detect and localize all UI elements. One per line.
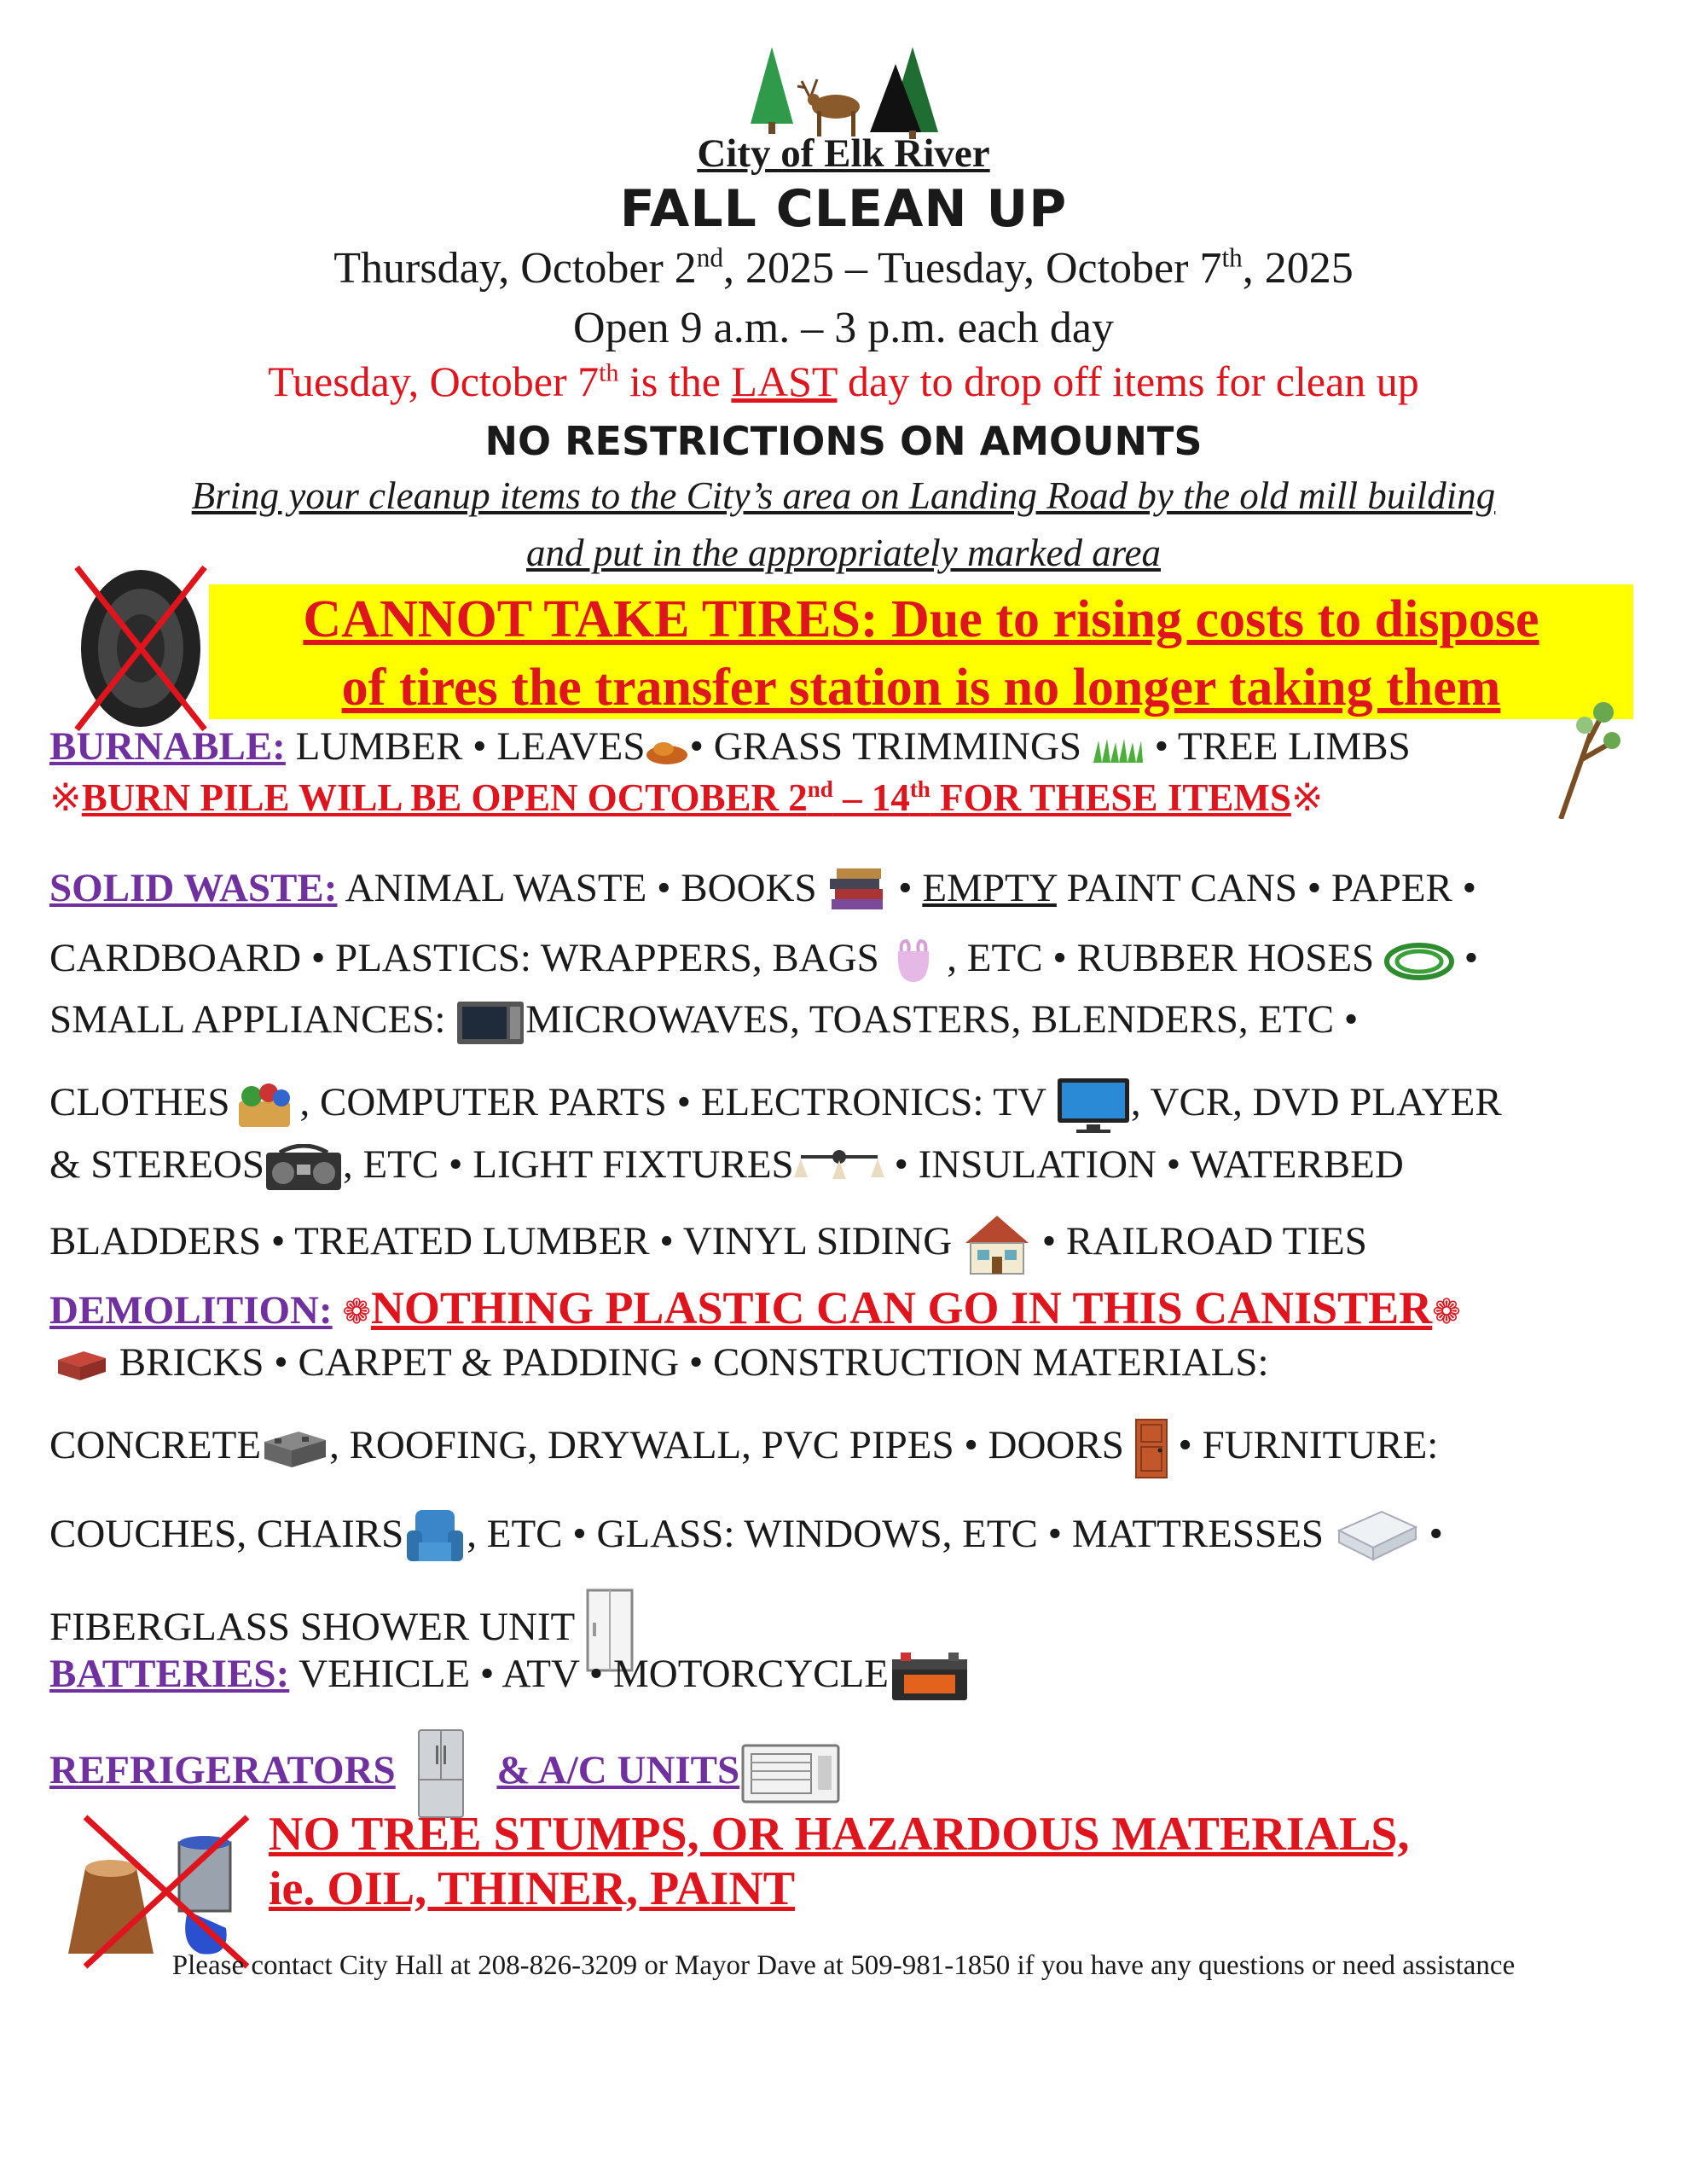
city-name: City of Elk River [697, 131, 990, 176]
burnable-label: BURNABLE: [49, 724, 286, 769]
no-stumps-warning-line1: NO TREE STUMPS, OR HAZARDOUS MATERIALS, [269, 1808, 1410, 1861]
refrigerators-label: REFRIGERATORS [49, 1747, 396, 1792]
peppermint-icon: ❁ [1432, 1292, 1461, 1331]
microwave-icon [455, 998, 525, 1048]
rubber-hose-icon [1384, 942, 1454, 981]
clothes-icon [230, 1081, 300, 1130]
no-stumps-warning-line2: ie. OIL, THINER, PAINT [269, 1862, 796, 1915]
books-icon [826, 865, 888, 918]
no-plastic-warning: NOTHING PLASTIC CAN GO IN THIS CANISTER [370, 1282, 1433, 1333]
house-siding-icon [962, 1214, 1032, 1275]
demolition-label: DEMOLITION: [49, 1288, 333, 1333]
event-hours: Open 9 a.m. – 3 p.m. each day [573, 304, 1114, 352]
solid-waste-line6: BLADDERS • TREATED LUMBER • VINYL SIDING • RAILROAD TIES [49, 1214, 1367, 1275]
crossed-tire-icon [68, 559, 213, 734]
burnable-line: BURNABLE: LUMBER • LEAVES • GRASS TRIMMINGS • TREE LIMBS [49, 724, 1411, 769]
car-battery-icon [889, 1651, 971, 1704]
crossed-stump-paint-icon [51, 1809, 264, 1971]
tree-limb-icon [1544, 700, 1620, 819]
demolition-line [49, 1281, 1461, 1334]
concrete-block-icon [261, 1426, 329, 1471]
solid-waste-label: SOLID WASTE: [49, 866, 338, 910]
leaves-icon [645, 735, 689, 765]
event-dates: Thursday, October 2nd, 2025 – Tuesday, October 7th, 2025 [333, 242, 1354, 293]
demolition-line1: BRICKS • CARPET & PADDING • CONSTRUCTION MATERIALS: [49, 1339, 1269, 1385]
burn-pile-notice: ※BURN PILE WILL BE OPEN OCTOBER 2nd – 14th FOR THESE ITEMS※ [49, 776, 1324, 819]
drop-off-instructions-line2: and put in the appropriately marked area [525, 531, 1162, 574]
armchair-icon [403, 1505, 467, 1570]
contact-info: Please contact City Hall at 208-826-3209 or Mayor Dave at 509-981-1850 if you have any questions or need assistance [171, 1950, 1516, 1981]
drop-off-instructions-line1: Bring your cleanup items to the City’s area on Landing Road by the old mill building [191, 474, 1496, 517]
peppermint-icon: ❁ [342, 1292, 371, 1331]
solid-waste-line5: & STEREOS , ETC • LIGHT FIXTURES • INSULATION • WATERBED [49, 1141, 1404, 1192]
solid-waste-line4: CLOTHES , COMPUTER PARTS • ELECTRONICS: TV , VCR, DVD PLAYER [49, 1077, 1502, 1135]
demolition-line2: CONCRETE , ROOFING, DRYWALL, PVC PIPES • DOORS • FURNITURE: [49, 1418, 1438, 1479]
plastic-bag-icon [890, 939, 937, 984]
refrigerator-icon [415, 1728, 467, 1819]
brick-icon [49, 1348, 109, 1384]
page-title: FALL CLEAN UP [619, 179, 1068, 239]
batteries-label: BATTERIES: [49, 1652, 290, 1696]
ac-units-label: & A/C UNITS [496, 1747, 740, 1792]
demolition-line3: COUCHES, CHAIRS , ETC • GLASS: WINDOWS, ETC • MATTRESSES • [49, 1505, 1443, 1570]
grass-icon [1092, 737, 1145, 763]
door-icon [1134, 1418, 1168, 1479]
refrigerators-line [49, 1728, 842, 1819]
solid-waste-line3: SMALL APPLIANCES: MICROWAVES, TOASTERS, BLENDERS, ETC • [49, 996, 1358, 1048]
boombox-icon [264, 1144, 343, 1192]
last-day-notice: Tuesday, October 7th is the LAST day to drop off items for clean up [268, 357, 1419, 405]
mattress-icon [1334, 1505, 1419, 1570]
demolition-line4: FIBERGLASS SHOWER UNIT [49, 1589, 635, 1672]
batteries-line: BATTERIES: VEHICLE • ATV • MOTORCYCLE [49, 1651, 971, 1704]
tv-icon [1056, 1077, 1131, 1135]
solid-waste-line2: CARDBOARD • PLASTICS: WRAPPERS, BAGS , ETC • RUBBER HOSES • [49, 935, 1478, 984]
ac-unit-icon [739, 1740, 842, 1807]
elk-trees-logo [742, 47, 947, 141]
solid-waste-line1: SOLID WASTE: ANIMAL WASTE • BOOKS • EMPTY PAINT CANS • PAPER • [49, 865, 1476, 918]
no-restrictions-heading: NO RESTRICTIONS ON AMOUNTS [484, 418, 1203, 464]
tires-warning: CANNOT TAKE TIRES: Due to rising costs to dispose of tires the transfer station is no longer taking them [303, 590, 1539, 717]
light-fixture-icon [794, 1148, 884, 1188]
